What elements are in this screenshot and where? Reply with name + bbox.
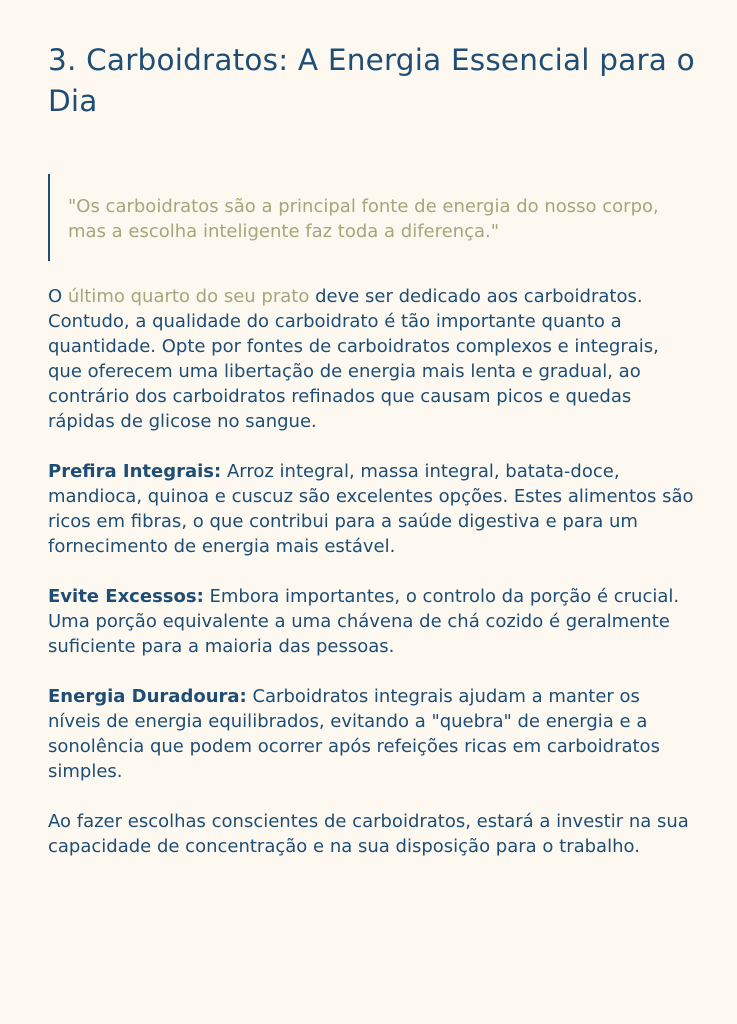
- section-text: Carboidratos integrais ajudam a manter os níveis de energia equilibrados, evitando a "quebra" de energia e a sonolência que podem ocorrer após refeições ricas em carboidratos simples.: [48, 686, 660, 782]
- section-label: Prefira Integrais:: [48, 461, 222, 482]
- page-content: [48, 40, 698, 859]
- section-energia-duradoura: [48, 684, 698, 784]
- section-label: Energia Duradoura:: [48, 686, 247, 707]
- section-text: Embora importantes, o controlo da porção é crucial. Uma porção equivalente a uma chávena de chá cozido é geralmente suficiente para a maioria das pessoas.: [48, 586, 680, 657]
- closing-paragraph: Ao fazer escolhas conscientes de carboidratos, estará a investir na sua capacidade de concentração e na sua disposição para o trabalho.: [48, 811, 689, 857]
- page-title: 3. Carboidratos: A Energia Essencial para o Dia: [48, 43, 695, 118]
- section-evite-excessos: [48, 584, 698, 659]
- section-prefira-integrais: [48, 459, 698, 559]
- pull-quote: "Os carboidratos são a principal fonte de energia do nosso corpo, mas a escolha inteligente faz toda a diferença.": [48, 174, 698, 261]
- intro-rest: deve ser dedicado aos carboidratos. Contudo, a qualidade do carboidrato é tão importante quanto a quantidade. Opte por fontes de carboidratos complexos e integrais, que oferecem uma libertação de energia mais lenta e gradual, ao contrário dos carboidratos refinados que causam picos e quedas rápidas de glicose no sangue.: [48, 286, 659, 432]
- intro-paragraph: [48, 284, 698, 434]
- intro-lead: O: [48, 286, 68, 307]
- section-label: Evite Excessos:: [48, 586, 204, 607]
- intro-highlight: último quarto do seu prato: [67, 286, 310, 307]
- section-text: Arroz integral, massa integral, batata-doce, mandioca, quinoa e cuscuz são excelentes opções. Estes alimentos são ricos em fibras, o que contribui para a saúde digestiva e para um fornecimento de energia mais estável.: [48, 461, 694, 557]
